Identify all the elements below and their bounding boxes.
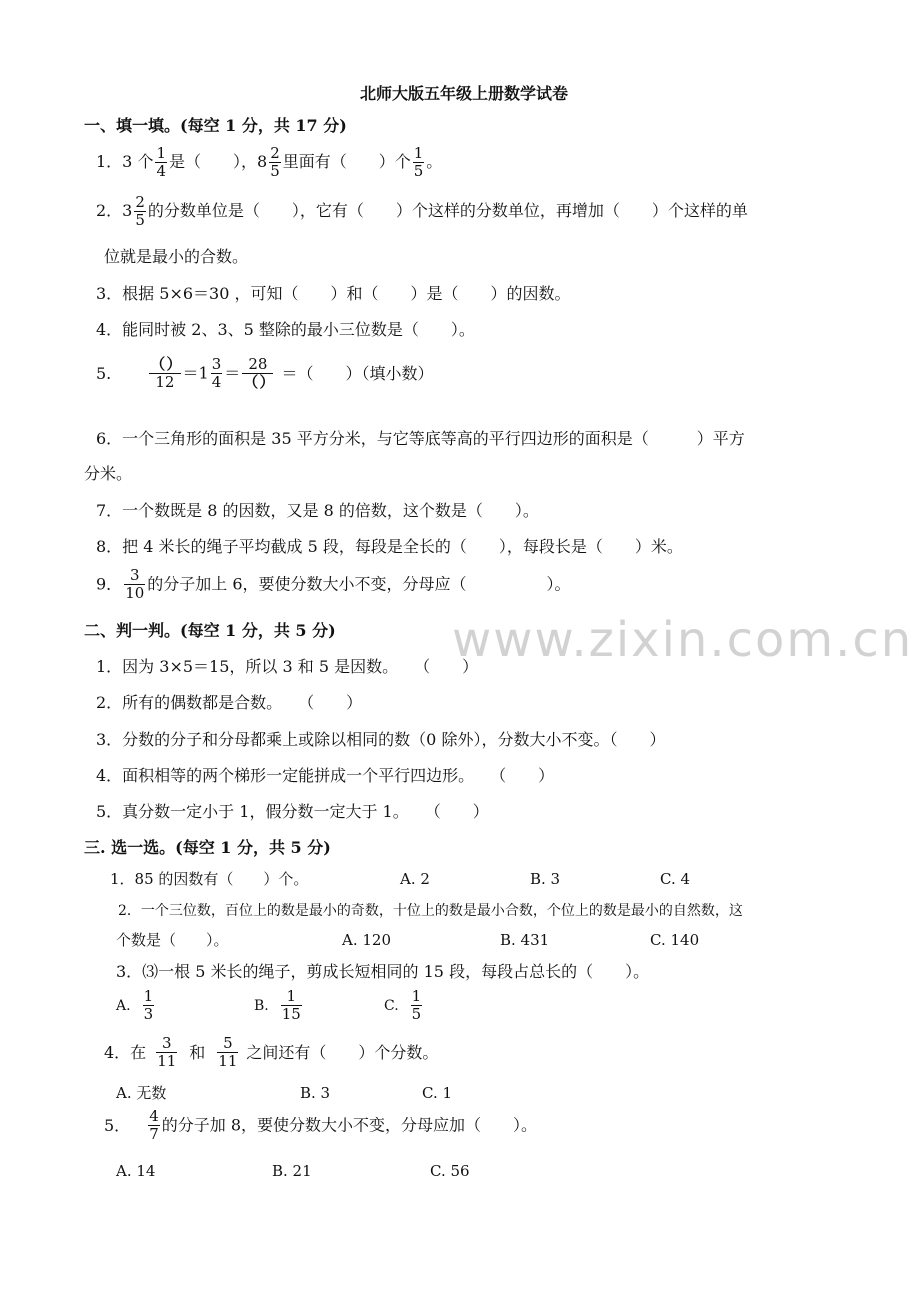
q1-text-a: 1．3 个 [96,152,154,171]
fraction-blank [242,356,273,391]
s3-q5-option-c: C. 56 [430,1162,470,1180]
option-letter: C. [384,997,399,1014]
denominator: 5 [270,162,280,180]
q1-text-b: 是（ ），8 [169,152,268,171]
fraction-blank [149,356,180,391]
section-1-heading: 一、填一填。(每空 1 分，共 17 分) [84,116,347,135]
s3-q2-option-a: A. 120 [342,931,391,949]
blank-paren: （ ） [243,373,273,391]
q5-label: 5． [104,1115,131,1135]
denominator: 4 [156,162,166,180]
numerator: 3 [161,1034,172,1052]
s2-item-5: 5．真分数一定小于 1，假分数一定大于 1。 （ ） [96,802,489,821]
fraction [281,988,302,1023]
fraction [156,1035,177,1070]
q9-text-b: 的分子加上 6，要使分数大小不变，分母应（ ）。 [147,574,571,594]
s3-q5-option-a: A. 14 [116,1162,156,1180]
q2-text-a: 2．3 [96,201,133,220]
s1-question-3: 3．根据 5×6＝30 ，可知（ ）和（ ）是（ ）的因数。 [96,284,571,303]
q5-label: 5. [96,363,112,383]
denominator: 15 [281,1005,301,1023]
numerator: 1 [411,987,422,1005]
q5-text-b: 的分子加 8，要使分数大小不变，分母应加（ ）。 [161,1115,538,1135]
q9-label: 9． [96,574,123,594]
denominator: 4 [211,373,222,391]
s3-question-1-stem: 1．85 的因数有（ ）个。 [110,870,309,888]
watermark: www.zixin.com.cn [452,612,914,668]
fraction [217,1035,238,1070]
s3-q1-option-a: A. 2 [400,870,430,888]
denominator: 3 [143,1005,154,1023]
s1-question-8: 8．把 4 米长的绳子平均截成 5 段，每段是全长的（ ），每段长是（ ）米。 [96,537,683,556]
denominator: 7 [149,1125,159,1143]
fraction [211,356,223,391]
s2-item-1: 1．因为 3×5＝15，所以 3 和 5 是因数。 （ ） [96,657,479,676]
numerator: 4 [149,1107,159,1125]
option-letter: A. [116,997,131,1014]
s3-q1-option-b: B. 3 [530,870,561,888]
numerator: 1 [413,144,424,162]
numerator: 5 [223,1034,233,1052]
s3-question-2-stem: 2．一个三位数，百位上的数是最小的奇数，十位上的数是最小合数，个位上的数是最小的自然数，这 [118,903,743,919]
denominator: 10 [125,584,145,602]
section-2-heading: 二、判一判。(每空 1 分，共 5 分) [84,621,336,640]
s1-question-6-cont: 分米。 [84,464,133,483]
q1-text-c: 里面有（ ）个 [282,152,411,171]
q1-text-e: 。 [426,152,443,171]
s3-q3-option-b [254,988,304,1023]
s1-question-5 [96,356,434,391]
numerator: 1 [143,987,154,1005]
s3-q2-option-c: C. 140 [650,931,700,949]
s1-question-2 [96,194,748,229]
fraction [134,194,146,229]
page-title: 北师大版五年级上册数学试卷 [360,84,569,103]
numerator: 1 [286,987,297,1005]
denominator: 5 [135,211,145,229]
denominator: 5 [411,1005,422,1023]
q5-text-c: ＝（ ）（填小数） [281,363,434,383]
q4-text-a: 4．在 [104,1042,147,1062]
fraction [124,567,145,602]
s2-item-3: 3．分数的分子和分母都乘上或除以相同的数（0 除外），分数大小不变。（ ） [96,730,666,749]
numerator: 2 [135,193,145,211]
s3-q1-option-c: C. 4 [660,870,691,888]
s3-question-4 [104,1035,438,1070]
denominator: 11 [157,1052,177,1070]
option-letter: B. [254,997,269,1014]
s1-question-2-cont: 位就是最小的合数。 [104,247,249,266]
s3-q3-option-a [116,988,156,1023]
s3-q5-option-b: B. 21 [272,1162,312,1180]
s3-q4-option-c: C. 1 [422,1084,453,1102]
s1-question-4: 4．能同时被 2、3、5 整除的最小三位数是（ ）。 [96,320,475,339]
numerator: 3 [211,355,222,373]
fraction [269,145,281,180]
fraction [148,1108,160,1143]
q4-and: 和 [189,1042,206,1062]
fraction [143,988,155,1023]
s1-question-7: 7．一个数既是 8 的因数，又是 8 的倍数，这个数是（ ）。 [96,501,539,520]
s3-q4-option-b: B. 3 [300,1084,331,1102]
s2-item-2: 2．所有的偶数都是合数。 （ ） [96,693,363,712]
s3-question-3-stem: 3．⑶一根 5 米长的绳子，剪成长短相同的 15 段，每段占总长的（ ）。 [116,962,650,981]
fraction [155,145,167,180]
q2-text-b: 的分数单位是（ ），它有（ ）个这样的分数单位，再增加（ ）个这样的单 [147,201,748,220]
numerator: 2 [270,144,280,162]
section-3-heading: 三. 选一选。(每空 1 分，共 5 分) [84,838,331,857]
q4-text-b: 之间还有（ ）个分数。 [246,1042,439,1062]
fraction [413,145,425,180]
s3-question-5 [104,1108,537,1143]
blank-paren: （ ） [150,355,180,373]
s3-q2-option-b: B. 431 [500,931,550,949]
numerator: 28 [248,355,268,373]
numerator: 3 [129,566,140,584]
s3-q3-option-c [384,988,424,1023]
s2-item-4: 4．面积相等的两个梯形一定能拼成一个平行四边形。 （ ） [96,766,555,785]
numerator: 1 [156,144,166,162]
s1-question-6: 6．一个三角形的面积是 35 平方分米，与它等底等高的平行四边形的面积是（ ）平方 [96,429,745,448]
fraction [411,988,423,1023]
s1-question-9 [96,567,571,602]
denominator: 12 [155,373,175,391]
s1-question-1 [96,145,442,180]
equals-2: ＝ [224,363,241,383]
equals-1: ＝1 [182,363,209,383]
s3-q4-option-a: A. 无数 [116,1084,167,1102]
denominator: 5 [413,162,424,180]
s3-question-2-stem-cont: 个数是（ ）。 [116,931,229,949]
denominator: 11 [218,1052,238,1070]
